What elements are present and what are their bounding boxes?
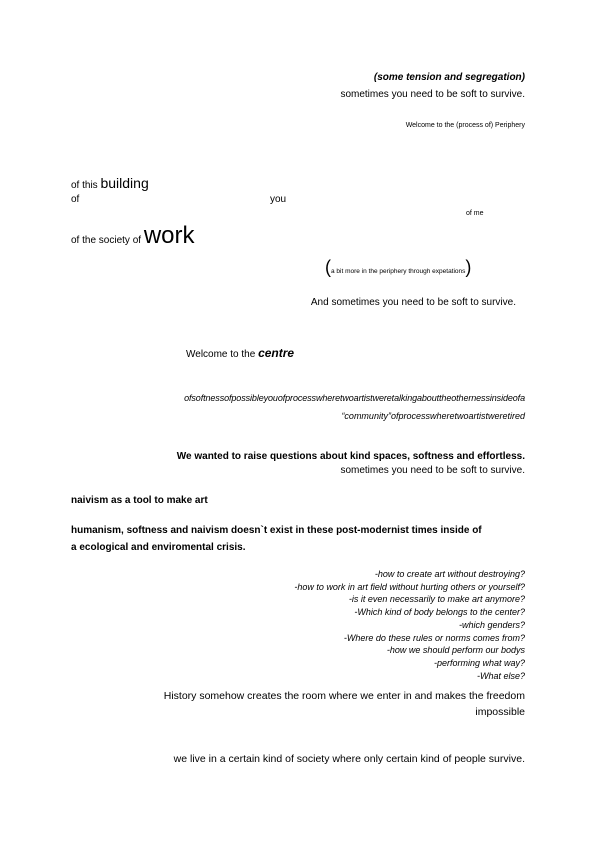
of-this-text: of this	[71, 180, 101, 191]
open-paren: (	[325, 257, 331, 277]
of-line: of	[71, 194, 80, 205]
of-me-text: of me	[466, 210, 484, 217]
periphery-note	[325, 257, 471, 278]
question-item: -which genders?	[458, 619, 525, 630]
closing-line: we live in a certain kind of society where only certain kind of people survive.	[173, 753, 525, 765]
soft-survive-line-1: sometimes you need to be soft to survive.	[340, 89, 525, 100]
tension-line: (some tension and segregation)	[373, 72, 525, 83]
question-item: -performing what way?	[433, 657, 525, 668]
close-paren: )	[465, 257, 472, 277]
building-line	[71, 175, 149, 193]
question-list	[294, 568, 525, 682]
history-line-2: impossible	[475, 706, 525, 718]
soft-survive-line-2: And sometimes you need to be soft to survive.	[310, 297, 516, 308]
periphery-note-text: a bit more in the periphery through expetations	[331, 268, 466, 275]
humanism-line-1: humanism, softness and naivism doesn`t exist in these post-modernist times inside of	[71, 525, 482, 536]
building-word: building	[100, 175, 149, 191]
centre-word: centre	[258, 346, 295, 360]
question-item: -how to work in art field without hurting others or yourself?	[294, 581, 525, 592]
history-line-1: History somehow creates the room where we enter in and makes the freedom	[163, 690, 525, 702]
work-word: work	[143, 222, 195, 249]
run-on-line-1: ofsoftnessofpossibleyouofprocesswheretwoartistweretalkingabouttheothernessinsideofa	[184, 393, 525, 403]
question-item: -What else?	[476, 670, 525, 681]
question-item: -Where do these rules or norms comes from?	[343, 632, 525, 643]
welcome-centre-text: Welcome to the	[186, 349, 259, 360]
society-of-work-line	[71, 222, 195, 250]
welcome-centre-line	[186, 344, 294, 362]
question-item: -how to create art without destroying?	[374, 569, 525, 579]
run-on-line-2: “community”ofprocesswheretwoartistweretired	[341, 411, 525, 421]
question-item: -is it even necessarily to make art anymore?	[348, 594, 525, 605]
soft-survive-line-3: sometimes you need to be soft to survive.	[340, 465, 525, 476]
question-item: -how we should perform our bodys	[386, 645, 525, 656]
welcome-periphery-line: Welcome to the (process of) Periphery	[405, 122, 525, 129]
question-item: -Which kind of body belongs to the center?	[354, 607, 525, 618]
naivism-line: naivism as a tool to make art	[71, 495, 208, 506]
you-word: you	[270, 194, 287, 205]
of-society-text: of the society of	[71, 235, 144, 246]
humanism-line-2: a ecological and enviromental crisis.	[71, 542, 246, 553]
raise-questions-line: We wanted to raise questions about kind spaces, softness and effortless.	[176, 451, 525, 462]
